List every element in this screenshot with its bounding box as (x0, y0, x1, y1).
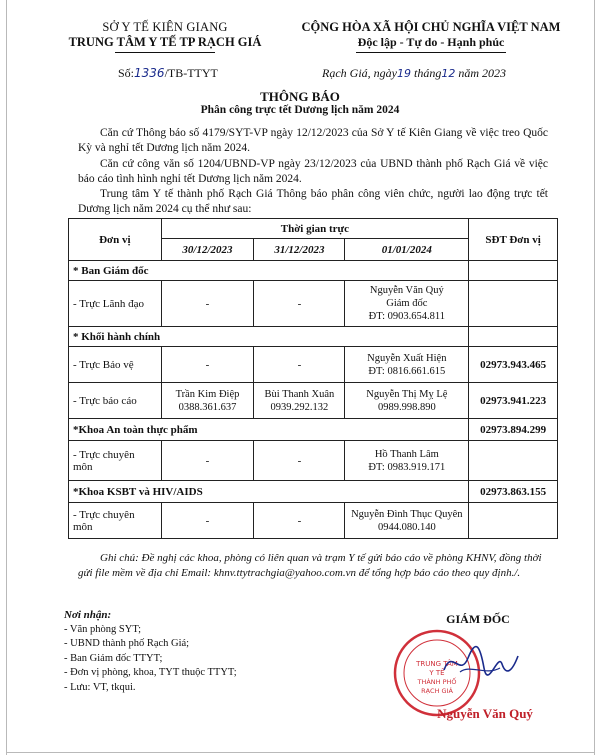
duty-schedule-table (68, 218, 558, 539)
duty-person-name: Nguyễn Đình Thục Quyên (351, 508, 463, 520)
role-cell: - Trực chuyên môn (69, 503, 162, 539)
list-item: - UBND thành phố Rạch Giá; (64, 638, 190, 649)
paragraph-announcement: Trung tâm Y tế thành phố Rạch Giá Thông báo phân công viên chức, người lao động trực tết Dương lịch năm 2024 cụ thể như sau: (78, 188, 548, 215)
phone-cell: 02973.943.465 (469, 347, 558, 383)
duty-person-phone: ĐT: 0903.654.811 (368, 311, 446, 322)
year-text: năm 2023 (458, 66, 506, 80)
phone-cell (469, 441, 558, 481)
header-date-1: 30/12/2023 (161, 239, 254, 261)
table-row (69, 281, 558, 327)
recipients-list (64, 608, 237, 695)
role-cell: - Trực chuyên môn (69, 441, 162, 481)
section-row (69, 327, 558, 347)
place-and-date (322, 66, 506, 81)
table-row (69, 347, 558, 383)
national-motto: Độc lập - Tự do - Hạnh phúc (357, 35, 505, 49)
duty-cell-day-1: - (161, 281, 254, 327)
list-item: - Ban Giám đốc TTYT; (64, 652, 163, 664)
phone-cell (469, 281, 558, 327)
duty-person-name: Trần Kim Điệp (175, 388, 240, 400)
note-paragraph: Ghi chú: Đề nghị các khoa, phòng có liên quan và trạm Y tế gửi báo cáo về phòng KHNV, đồng thời gửi file mềm về địa chỉ Email: khnv.ttytrachgia@yahoo.com.vn để tổng hợp báo cáo theo quy định./. (78, 552, 542, 579)
duty-cell-day-3 (345, 383, 469, 419)
issuing-organization: TRUNG TÂM Y TẾ TP RẠCH GIÁ (68, 35, 262, 49)
svg-text:THÀNH PHỐ: THÀNH PHỐ (417, 678, 457, 686)
duty-cell-day-2: - (254, 441, 345, 481)
header-date-2: 31/12/2023 (254, 239, 345, 261)
duty-cell-day-1: - (161, 503, 254, 539)
duty-person-phone: 0939.292.132 (270, 401, 329, 413)
section-row (69, 481, 558, 503)
duty-person-phone: ĐT: 0816.661.615 (368, 365, 446, 377)
place-prefix: Rạch Giá, ngày (322, 66, 397, 80)
day-handwritten: 19 (396, 67, 411, 80)
table-row (69, 441, 558, 481)
section-title: * Ban Giám đốc (69, 261, 469, 281)
duty-cell-day-3 (345, 503, 469, 539)
duty-cell-day-2: - (254, 347, 345, 383)
document-title: THÔNG BÁO (260, 89, 340, 104)
doc-number-suffix: /TB-TTYT (164, 66, 218, 80)
svg-text:RẠCH GIÁ: RẠCH GIÁ (421, 687, 453, 695)
svg-text:TRUNG TÂM: TRUNG TÂM (416, 660, 458, 668)
svg-text:Y TẾ: Y TẾ (429, 669, 445, 677)
recipients-heading: Nơi nhận: (64, 609, 112, 621)
document-number (118, 66, 218, 81)
section-row (69, 261, 558, 281)
duty-cell-day-3 (345, 347, 469, 383)
section-title: *Khoa KSBT và HIV/AIDS (69, 481, 469, 503)
national-header (286, 20, 576, 53)
list-item: - Lưu: VT, tkqui. (64, 681, 136, 693)
role-cell: - Trực Bảo vệ (69, 347, 162, 383)
header-date-3: 01/01/2024 (345, 239, 469, 261)
duty-cell-day-2: - (254, 503, 345, 539)
duty-cell-day-2: - (254, 281, 345, 327)
duty-person-name: Nguyễn Văn Quý (369, 285, 444, 296)
section-phone: 02973.894.299 (469, 419, 558, 441)
document-subtitle: Phân công trực tết Dương lịch năm 2024 (200, 104, 400, 116)
header-duty-time: Thời gian trực (161, 219, 469, 239)
signatory-name: Nguyễn Văn Quý (437, 706, 533, 721)
section-title: * Khối hành chính (69, 327, 469, 347)
role-cell: - Trực Lãnh đạo (69, 281, 162, 327)
duty-cell-day-2 (254, 383, 345, 419)
parent-organization: SỞ Y TẾ KIÊN GIANG (102, 20, 228, 34)
duty-person-name: Nguyễn Thị Mỵ Lệ (366, 388, 448, 400)
duty-person-name: Hồ Thanh Lâm (374, 448, 439, 460)
month-word: tháng (413, 66, 442, 80)
table-header-row (69, 219, 558, 239)
doc-number-handwritten: 1336 (134, 66, 165, 80)
national-title: CỘNG HÒA XÃ HỘI CHỦ NGHĨA VIỆT NAM (301, 20, 561, 34)
section-phone (469, 327, 558, 347)
handwritten-signature (440, 642, 520, 682)
role-cell: - Trực báo cáo (69, 383, 162, 419)
table-row (69, 503, 558, 539)
issuer-header (60, 20, 270, 53)
duty-person-phone: 0989.998.890 (377, 401, 436, 413)
list-item: - Đơn vị phòng, khoa, TYT thuộc TTYT; (64, 667, 237, 678)
section-title: *Khoa An toàn thực phẩm (69, 419, 469, 441)
header-unit: Đơn vị (69, 219, 162, 261)
duty-cell-day-1: - (161, 347, 254, 383)
duty-cell-day-3 (345, 441, 469, 481)
month-handwritten: 12 (441, 67, 456, 80)
doc-number-prefix: Số: (118, 66, 135, 80)
scan-border-bottom (6, 752, 595, 753)
phone-cell: 02973.941.223 (469, 383, 558, 419)
duty-cell-day-3 (345, 281, 469, 327)
table-row (69, 383, 558, 419)
paragraph-basis-2: Căn cứ công văn số 1204/UBND-VP ngày 23/12/2023 của UBND thành phố Rạch Giá về việc báo cáo tình hình nghỉ tết Dương lịch năm 2024. (78, 158, 548, 185)
duty-person-name: Bùi Thanh Xuân (264, 388, 335, 400)
duty-cell-day-1: - (161, 441, 254, 481)
signatory-title: GIÁM ĐỐC (446, 612, 510, 626)
section-phone: 02973.863.155 (469, 481, 558, 503)
motto-underline (356, 52, 506, 53)
header-unit-phone: SĐT Đơn vị (469, 219, 558, 261)
phone-cell (469, 503, 558, 539)
duty-person-name: Nguyễn Xuất Hiện (367, 352, 447, 364)
list-item: - Văn phòng SYT; (64, 623, 142, 635)
section-row (69, 419, 558, 441)
issuer-underline (115, 52, 215, 53)
duty-cell-day-1 (161, 383, 254, 419)
duty-person-phone: 0388.361.637 (178, 401, 237, 413)
duty-person-phone: 0944.080.140 (377, 521, 436, 533)
duty-person-phone: ĐT: 0983.919.171 (368, 461, 446, 473)
paragraph-basis-1: Căn cứ Thông báo số 4179/SYT-VP ngày 12/12/2023 của Sở Y tế Kiên Giang về việc treo Quốc Kỳ và nghỉ tết Dương lịch năm 2024. (78, 127, 548, 154)
duty-person-title: Giám đốc (386, 298, 428, 309)
section-phone (469, 261, 558, 281)
